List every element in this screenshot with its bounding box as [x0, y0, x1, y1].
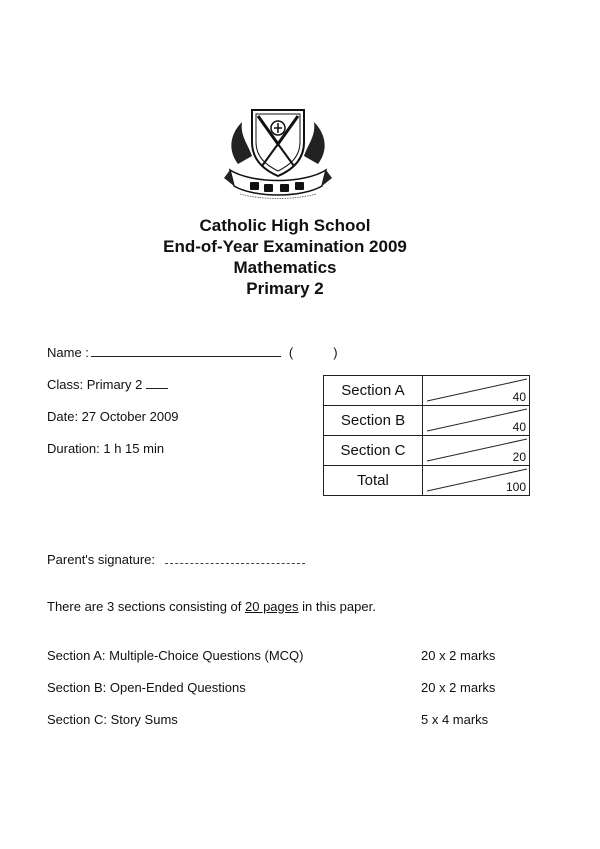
score-max: 100: [505, 480, 526, 494]
score-section-name: Total: [324, 466, 423, 496]
sections-intro: [47, 599, 376, 614]
section-c-marks: 5 x 4 marks: [421, 712, 489, 727]
section-b-row: [47, 680, 527, 695]
register-number-open: (: [288, 345, 294, 360]
school-name: Catholic High School: [199, 216, 371, 235]
level-title: Primary 2: [246, 279, 324, 298]
score-row: [324, 376, 530, 406]
name-blank-line: [91, 346, 281, 357]
score-box: [423, 406, 530, 436]
score-max: 40: [512, 390, 526, 404]
section-b-label: Section B: Open-Ended Questions: [47, 680, 246, 695]
section-a-label: Section A: Multiple-Choice Questions (MCQ): [47, 648, 304, 663]
subject-title: Mathematics: [233, 258, 337, 277]
date-text: Date: 27 October 2009: [47, 409, 179, 424]
score-box: [423, 466, 530, 496]
score-row: [324, 436, 530, 466]
class-blank-line: [146, 378, 168, 389]
score-section-name: Section A: [324, 376, 423, 406]
score-row: [324, 466, 530, 496]
parent-signature-line: [165, 553, 305, 564]
score-max: 20: [512, 450, 526, 464]
register-number-close: ): [333, 345, 338, 360]
class-label: Class: Primary 2: [47, 377, 143, 392]
score-box: [423, 376, 530, 406]
intro-before: There are 3 sections consisting of: [47, 599, 245, 614]
parent-signature-label: Parent's signature:: [47, 552, 155, 567]
section-c-row: [47, 712, 527, 727]
score-section-name: Section B: [324, 406, 423, 436]
name-label: Name :: [47, 345, 89, 360]
section-a-row: [47, 648, 527, 663]
section-a-marks: 20 x 2 marks: [421, 648, 496, 663]
score-row: [324, 406, 530, 436]
score-section-name: Section C: [324, 436, 423, 466]
page-count: 20 pages: [245, 599, 299, 614]
parent-signature-field: [47, 552, 305, 567]
section-b-marks: 20 x 2 marks: [421, 680, 496, 695]
school-crest-logo: [222, 104, 334, 200]
section-c-label: Section C: Story Sums: [47, 712, 178, 727]
score-box: [423, 436, 530, 466]
exam-title: End-of-Year Examination 2009: [163, 237, 407, 256]
intro-after: in this paper.: [298, 599, 376, 614]
score-table: [323, 375, 530, 496]
duration-text: Duration: 1 h 15 min: [47, 441, 165, 456]
class-field: [47, 377, 168, 392]
score-max: 40: [512, 420, 526, 434]
name-field: [47, 345, 338, 360]
